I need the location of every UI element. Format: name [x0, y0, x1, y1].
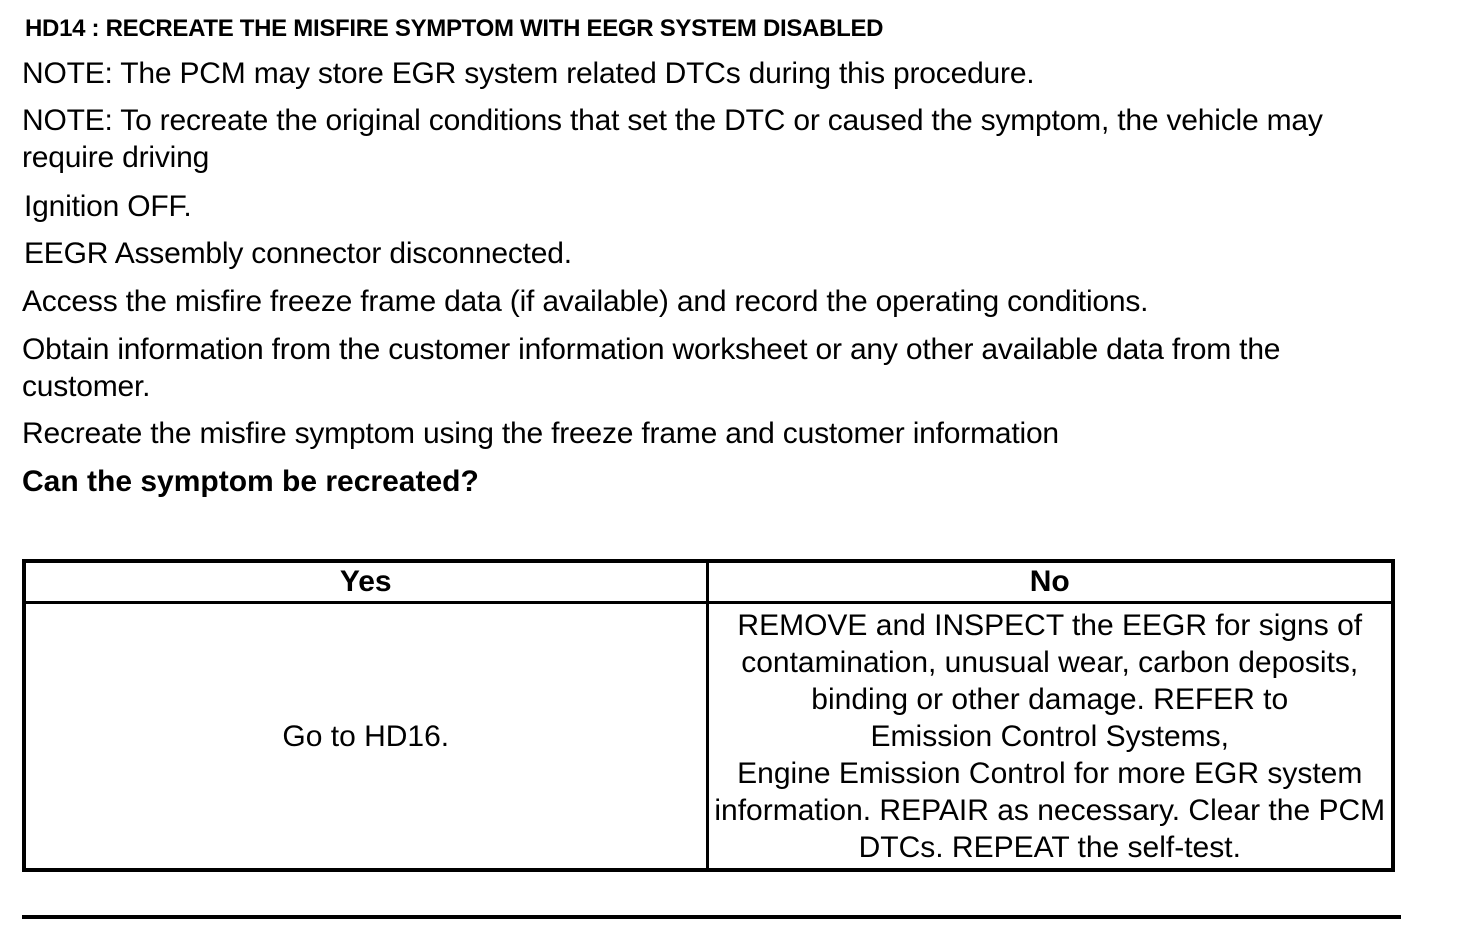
table-row [24, 603, 1393, 871]
step-recreate-symptom: Recreate the misfire symptom using the freeze frame and customer information [22, 417, 1059, 450]
step-freeze-frame: Access the misfire freeze frame data (if available) and record the operating conditions. [22, 285, 1149, 318]
procedure-heading: HD14 : RECREATE THE MISFIRE SYMPTOM WITH EEGR SYSTEM DISABLED [25, 15, 884, 42]
yes-action-cell: Go to HD16. [24, 603, 707, 871]
decision-question: Can the symptom be recreated? [22, 465, 479, 498]
no-header: No [707, 561, 1393, 603]
note-recreate-conditions: NOTE: To recreate the original conditions that set the DTC or caused the symptom, the vehicle may require driving [22, 104, 1323, 174]
yes-header: Yes [24, 561, 707, 603]
bottom-divider [22, 915, 1401, 919]
no-action-cell: REMOVE and INSPECT the EEGR for signs of contamination, unusual wear, carbon deposits, binding or other damage. REFER to Emission Control Systems, Engine Emission Control for more EGR system information. REPAIR as necessary. Clear the PCM DTCs. REPEAT the self-test. [707, 603, 1393, 871]
note-egr-dtcs: NOTE: The PCM may store EGR system related DTCs during this procedure. [22, 57, 1035, 90]
step-ignition-off: Ignition OFF. [24, 190, 192, 223]
yes-no-table [22, 559, 1395, 872]
step-customer-info: Obtain information from the customer information worksheet or any other available data from the customer. [22, 333, 1281, 403]
step-eegr-disconnected: EEGR Assembly connector disconnected. [24, 237, 572, 270]
table-header-row [24, 561, 1393, 603]
